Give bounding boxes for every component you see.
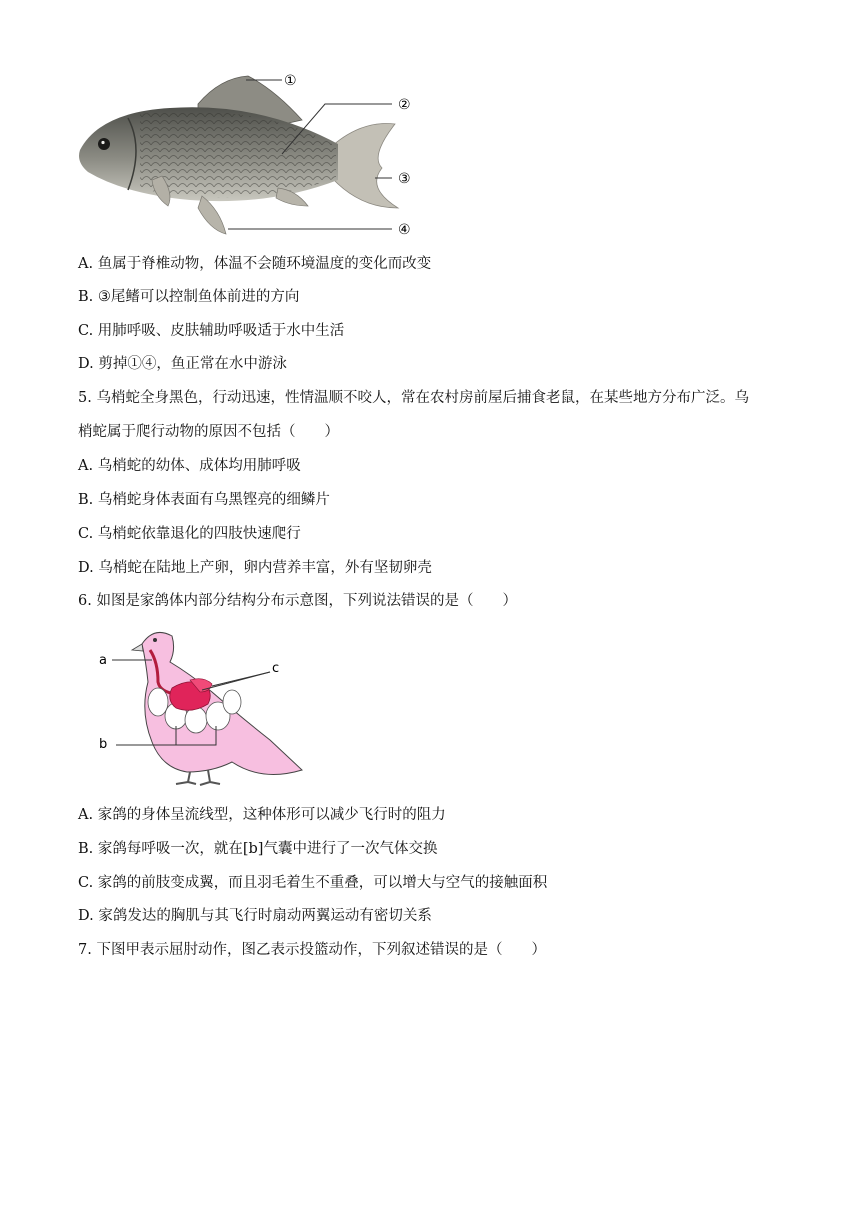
fish-label-1: ① — [284, 73, 297, 89]
q6-option-a: A. 家鸽的身体呈流线型，这种体形可以减少飞行时的阻力 — [78, 807, 446, 823]
fish-label-3: ③ — [398, 171, 411, 187]
pigeon-label-c: c — [272, 661, 280, 676]
q6-option-c: C. 家鸽的前肢变成翼，而且羽毛着生不重叠，可以增大与空气的接触面积 — [78, 875, 548, 891]
q5-stem-line1: 5. 乌梢蛇全身黑色，行动迅速，性情温顺不咬人，常在农村房前屋后捕食老鼠，在某些地方分布广泛。乌 — [78, 390, 749, 406]
q7-stem: 7. 下图甲表示屈肘动作，图乙表示投篮动作，下列叙述错误的是（ ） — [78, 942, 546, 958]
pigeon-label-a: a — [99, 653, 107, 668]
pigeon-label-b: b — [99, 737, 108, 752]
q5-option-a: A. 乌梢蛇的幼体、成体均用肺呼吸 — [78, 458, 301, 474]
q6-option-d: D. 家鸽发达的胸肌与其飞行时扇动两翼运动有密切关系 — [78, 908, 432, 924]
q6-stem: 6. 如图是家鸽体内部分结构分布示意图，下列说法错误的是（ ） — [78, 593, 517, 609]
fish-label-4: ④ — [398, 222, 411, 238]
fish-illustration — [70, 68, 430, 243]
q4-option-b: B. ③尾鳍可以控制鱼体前进的方向 — [78, 289, 300, 305]
pigeon-illustration — [92, 622, 312, 787]
q5-option-d: D. 乌梢蛇在陆地上产卵，卵内营养丰富，外有坚韧卵壳 — [78, 560, 432, 576]
pigeon-figure — [92, 622, 312, 787]
q5-option-c: C. 乌梢蛇依靠退化的四肢快速爬行 — [78, 526, 301, 542]
q5-stem-line2: 梢蛇属于爬行动物的原因不包括（ ） — [78, 424, 339, 440]
fish-figure — [70, 68, 430, 243]
q6-option-b: B. 家鸽每呼吸一次，就在[b]气囊中进行了一次气体交换 — [78, 841, 438, 857]
q4-option-c: C. 用肺呼吸、皮肤辅助呼吸适于水中生活 — [78, 323, 345, 339]
q4-option-d: D. 剪掉①④，鱼正常在水中游泳 — [78, 356, 287, 372]
q5-option-b: B. 乌梢蛇身体表面有乌黑铿亮的细鳞片 — [78, 492, 330, 508]
fish-label-2: ② — [398, 97, 411, 113]
q4-option-a: A. 鱼属于脊椎动物，体温不会随环境温度的变化而改变 — [78, 256, 432, 272]
